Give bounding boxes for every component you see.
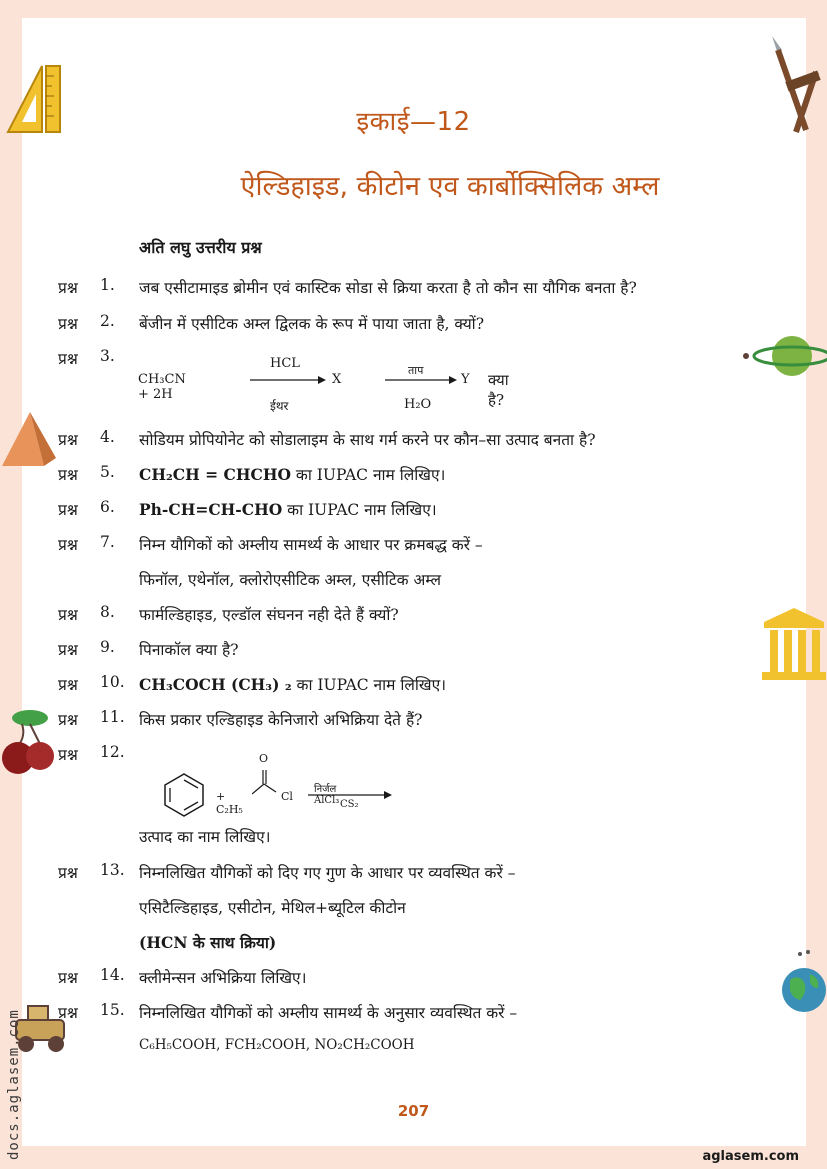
cherries-icon	[0, 706, 60, 778]
question-text: का IUPAC नाम लिखिए।	[291, 466, 446, 484]
arrow2-top-label: ताप	[408, 364, 424, 377]
question-label: प्रश्न	[58, 536, 78, 554]
question-text: पिनाकॉल क्या है?	[139, 641, 239, 659]
question-text: क्लीमेन्सन अभिक्रिया लिखिए।	[139, 969, 307, 987]
benzene-ring-icon	[162, 772, 206, 818]
question-number: 13.	[100, 861, 125, 879]
question-number: 10.	[100, 673, 125, 691]
question-number: 12.	[100, 743, 125, 761]
arrow1-bottom-label: ईथर	[270, 399, 289, 413]
formula: CH₂CH = CHCHO	[139, 465, 291, 484]
question-label: प्रश्न	[58, 466, 78, 484]
question-number: 11.	[100, 708, 125, 726]
planet-icon	[740, 330, 827, 382]
chapter-title: ऐल्डिहाइड, कीटोन एव कार्बोक्सिलिक अम्ल	[240, 171, 660, 202]
question-text: निम्नलिखित यौगिकों को अम्लीय सामर्थ्य के अनुसार व्यवस्थित करें –	[139, 1004, 518, 1022]
question-label: प्रश्न	[58, 501, 78, 519]
solvent-label: CS₂	[340, 799, 359, 810]
question-label: प्रश्न	[58, 746, 78, 764]
question-number: 3.	[100, 347, 115, 365]
question-number: 7.	[100, 533, 115, 551]
oxygen-atom: O	[259, 752, 269, 765]
reactant: CH₃CN + 2H	[138, 372, 186, 402]
question-label: प्रश्न	[58, 641, 78, 659]
question-label: प्रश्न	[58, 711, 78, 729]
question-label: प्रश्न	[58, 350, 78, 368]
question-text: का IUPAC नाम लिखिए।	[282, 501, 437, 519]
site-credit: aglasem.com	[702, 1149, 799, 1164]
question-text: क्या है?	[488, 371, 509, 409]
question-number: 15.	[100, 1001, 125, 1019]
reagent-ethyl: + C₂H₅	[216, 790, 243, 816]
question-number: 1.	[100, 276, 115, 294]
question-label: प्रश्न	[58, 279, 78, 297]
pyramid-icon	[0, 410, 58, 468]
question-text: सोडियम प्रोपियोनेट को सोडालाइम के साथ गर्म करने पर कौन–सा उत्पाद बनता है?	[139, 431, 596, 449]
question-number: 8.	[100, 603, 115, 621]
formula: CH₃COCH (CH₃) ₂	[139, 675, 292, 694]
question-number: 5.	[100, 463, 115, 481]
intermediate-x: X	[332, 372, 342, 387]
globe-icon	[778, 948, 827, 1016]
section-heading: अति लघु उत्तरीय प्रश्न	[139, 238, 262, 257]
reaction-arrow-1	[250, 374, 326, 386]
chlorine-atom: Cl	[281, 790, 293, 803]
question-text: निम्नलिखित यौगिकों को दिए गए गुण के आधार पर व्यवस्थित करें –	[139, 864, 516, 882]
catalyst-label: निर्जल AlCl₃	[314, 784, 340, 806]
question-label: प्रश्न	[58, 676, 78, 694]
question-number: 14.	[100, 966, 125, 984]
temple-icon	[760, 606, 827, 684]
question-13-property: (HCN के साथ क्रिया)	[139, 933, 277, 952]
question-13-compounds: एसिटैल्डिहाइड, एसीटोन, मेथिल+ब्यूटिल कीटोन	[139, 899, 406, 917]
question-number: 2.	[100, 312, 115, 330]
question-text: फार्मल्डिहाइड, एल्डॉल संघनन नही देते हैं क्यों?	[139, 606, 399, 624]
question-label: प्रश्न	[58, 969, 78, 987]
unit-heading: इकाई—12	[356, 107, 471, 137]
product-y: Y	[461, 372, 470, 387]
arrow1-top-label: HCL	[270, 356, 300, 371]
question-label: प्रश्न	[58, 606, 78, 624]
question-label: प्रश्न	[58, 1004, 78, 1022]
question-text: का IUPAC नाम लिखिए।	[291, 676, 447, 694]
question-label: प्रश्न	[58, 315, 78, 333]
question-number: 6.	[100, 498, 115, 516]
question-label: प्रश्न	[58, 431, 78, 449]
question-text: किस प्रकार एल्डिहाइड केनिजारो अभिक्रिया देते हैं?	[139, 711, 423, 729]
formula: Ph-CH=CH-CHO	[139, 500, 283, 519]
question-12-text: उत्पाद का नाम लिखिए।	[139, 828, 271, 846]
question-7-compounds: फिनॉल, एथेनॉल, क्लोरोएसीटिक अम्ल, एसीटिक अम्ल	[139, 571, 441, 589]
question-number: 4.	[100, 428, 115, 446]
reaction-arrow-2	[385, 374, 457, 386]
page-number: 207	[397, 1102, 430, 1120]
watermark: docs.aglasem.com	[6, 1009, 22, 1160]
question-number: 9.	[100, 638, 115, 656]
question-text: जब एसीटामाइड ब्रोमीन एवं कास्टिक सोडा से क्रिया करता है तो कौन सा यौगिक बनता है?	[139, 279, 637, 297]
question-text: निम्न यौगिकों को अम्लीय सामर्थ्य के आधार पर क्रमबद्ध करें –	[139, 536, 483, 554]
question-text: बेंजीन में एसीटिक अम्ल द्विलक के रूप में पाया जाता है, क्यों?	[139, 315, 485, 333]
arrow2-bottom-label: H₂O	[404, 397, 432, 412]
question-label: प्रश्न	[58, 864, 78, 882]
question-15-compounds: C₆H₅COOH, FCH₂COOH, NO₂CH₂COOH	[139, 1037, 415, 1053]
